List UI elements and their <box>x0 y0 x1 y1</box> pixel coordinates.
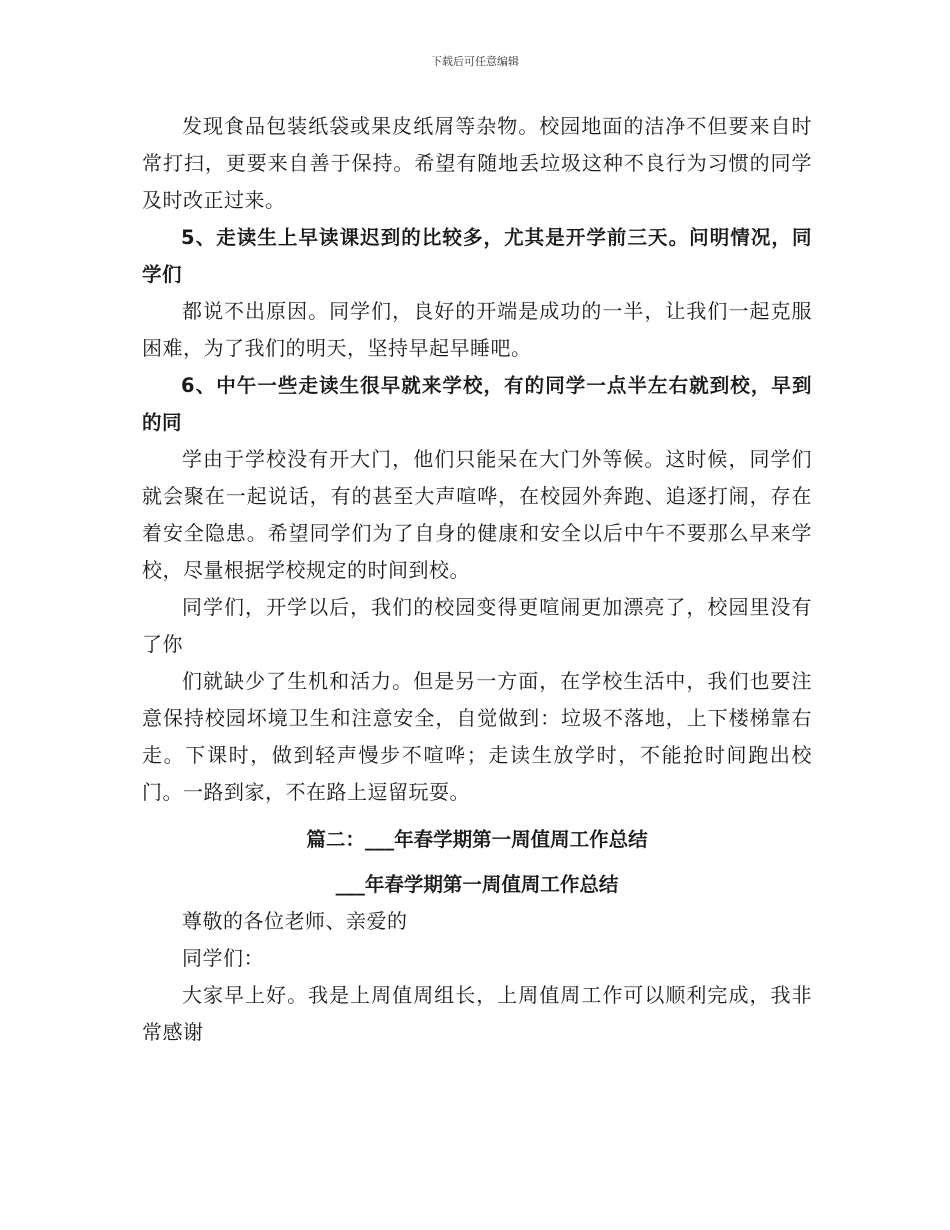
paragraph-litter: 发现食品包装纸袋或果皮纸屑等杂物。校园地面的洁净不但要来自时常打扫，更要来自善于保持。希望有随地丢垃圾这种不良行为习惯的同学及时改正过来。 <box>142 114 812 212</box>
paragraph-campus-rules: 们就缺少了生机和活力。但是另一方面，在学校生活中，我们也要注意保持校园坏境卫生和注意安全，自觉做到：垃圾不落地，上下楼梯靠右走。下课时，做到轻声慢步不喧哗；走读生放学时，不能抢时间跑出校门。一路到家，不在路上逗留玩耍。 <box>142 669 812 804</box>
paragraph-campus-lively: 同学们，开学以后，我们的校园变得更喧闹更加漂亮了，校园里没有了你 <box>142 595 812 656</box>
section-subtitle: ___年春学期第一周值周工作总结 <box>335 873 619 896</box>
section-title: 篇二：___年春学期第一周值周工作总结 <box>306 828 648 851</box>
salutation-line-2: 同学们： <box>182 946 264 970</box>
paragraph-late-arrival: 都说不出原因。同学们，良好的开端是成功的一半，让我们一起克服困难，为了我们的明天，坚持早起早睡吧。 <box>142 299 812 360</box>
salutation-line-1: 尊敬的各位老师、亲爱的 <box>182 909 408 933</box>
item-6-heading: 6、中午一些走读生很早就来学校，有的同学一点半左右就到校，早到的同 <box>142 374 812 434</box>
paragraph-early-arrival: 学由于学校没有开大门，他们只能呆在大门外等候。这时候，同学们就会聚在一起说话，有的甚至大声喧哗，在校园外奔跑、追逐打闹，存在着安全隐患。希望同学们为了自身的健康和安全以后中午不要那么早来学校，尽量根据学校规定的时间到校。 <box>142 447 812 582</box>
document-body <box>142 108 812 1051</box>
item-5-heading: 5、走读生上早读课迟到的比较多，尤其是开学前三天。问明情况，同学们 <box>142 226 812 286</box>
header-note: 下载后可任意编辑 <box>431 55 519 68</box>
paragraph-greeting: 大家早上好。我是上周值周组长，上周值周工作可以顺利完成，我非常感谢 <box>142 983 812 1044</box>
